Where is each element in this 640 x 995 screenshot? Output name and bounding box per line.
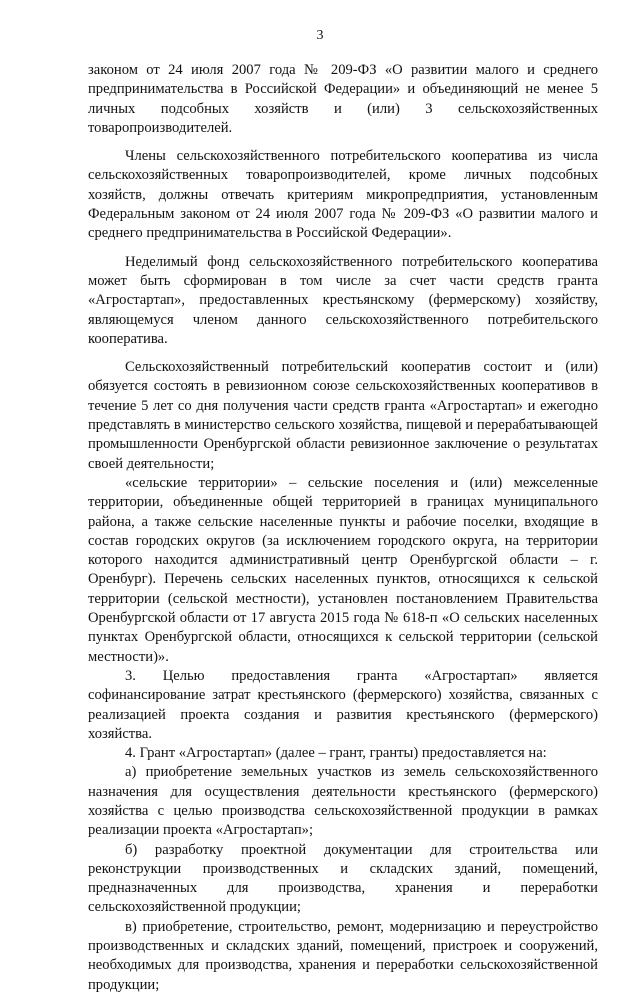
paragraph-item-b-design: б) разработку проектной документации для строительства или реконструкции производственных и складских зданий, помещений, предназначенных для производства, хранения и переработки сельскохозяйственной продукции;	[88, 841, 598, 916]
paragraph-law-continuation: законом от 24 июля 2007 года № 209-ФЗ «О развитии малого и среднего предпринимательства в Российской Федерации» и объединяющий не менее 5 личных подсобных хозяйств и (или) 3 сельскохозяйственных товаропроизводителей.	[88, 62, 598, 136]
paragraph-grant-purpose: 3. Целью предоставления гранта «Агростартап» является софинансирование затрат крестьянского (фермерского) хозяйства, связанных с реализацией проекта создания и развития крестьянского (фермерского) хозяйства.	[88, 667, 598, 742]
paragraph-audit-union: Сельскохозяйственный потребительский кооператив состоит и (или) обязуется состоять в ревизионном союзе сельскохозяйственных кооперативов в течение 5 лет со дня получения части средств гранта «Агростартап» и ежегодно представлять в министерство сельского хозяйства, пищевой и перерабатывающей промышленности Оренбургской области ревизионное заключение о результатах своей деятельности;	[88, 359, 598, 472]
paragraph-indivisible-fund: Неделимый фонд сельскохозяйственного потребительского кооператива может быть сформирован в том числе за счет части средств гранта «Агростартап», предоставленных крестьянскому (фермерскому) хозяйству, являющемуся членом данного сельскохозяйственного потребительского кооператива.	[88, 253, 598, 347]
page-number: 3	[316, 28, 324, 43]
paragraph-item-a-land: а) приобретение земельных участков из земель сельскохозяйственного назначения для осуществления деятельности крестьянского (фермерского) хозяйства с целью производства сельскохозяйственной продукции в рамках реализации проекта «Агростартап»;	[88, 764, 598, 839]
paragraph-grant-uses-intro: 4. Грант «Агростартап» (далее – грант, гранты) предоставляется на:	[125, 745, 547, 762]
paragraph-rural-territories: «сельские территории» – сельские поселения и (или) межселенные территории, объединенные общей территорией в границах муниципального района, а также сельские населенные пункты и рабочие поселки, входящие в состав городских округов (за исключением городского округа, на территории которого находится административный центр Оренбургской области – г. Оренбург). Перечень сельских населенных пунктов, относящихся к сельской территории (сельской местности), установлен постановлением Правительства Оренбургской области от 17 августа 2015 года № 618-п «О сельских населенных пунктах Оренбургской области, относящихся к сельской территории (сельской местности)».	[88, 474, 598, 665]
document-body	[88, 61, 598, 995]
paragraph-item-c-buildings: в) приобретение, строительство, ремонт, модернизацию и переустройство производственных и складских зданий, помещений, пристроек и сооружений, необходимых для производства, хранения и переработки сельскохозяйственной продукции;	[88, 918, 598, 993]
paragraph-cooperative-members: Члены сельскохозяйственного потребительского кооператива из числа сельскохозяйственных товаропроизводителей, кроме личных подсобных хозяйств, должны отвечать критериям микропредприятия, установленным Федеральным законом от 24 июля 2007 года № 209-ФЗ «О развитии малого и среднего предпринимательства в Российской Федерации».	[88, 148, 598, 242]
